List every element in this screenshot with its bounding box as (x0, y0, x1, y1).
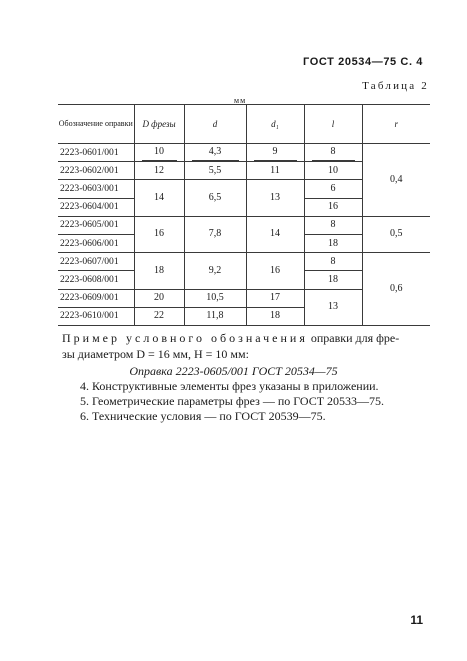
col-header-d-cutter: D фрезы (134, 105, 184, 144)
cell-d1: 9 (246, 144, 304, 162)
col-header-r: r (362, 105, 430, 144)
designation-paragraph (62, 330, 430, 362)
cell-l: 18 (304, 271, 362, 289)
cell-code: 2223-0608/001 (58, 271, 134, 289)
paragraph-line2: зы диаметром D = 16 мм, H = 10 мм: (62, 347, 249, 361)
cell-d1: 17 (246, 289, 304, 307)
cell-code: 2223-0601/001 (58, 144, 134, 162)
table-unit: мм (234, 96, 247, 105)
cell-d: 4,3 (184, 144, 246, 162)
col-header-code: Обозначение оправки (58, 105, 134, 144)
cell-l: 18 (304, 234, 362, 252)
cell-code: 2223-0610/001 (58, 307, 134, 325)
cell-d1: 16 (246, 253, 304, 289)
cell-code: 2223-0605/001 (58, 216, 134, 234)
cell-d: 11,8 (184, 307, 246, 325)
cell-d-cutter: 10 (134, 144, 184, 162)
cell-l: 16 (304, 198, 362, 216)
cell-d: 6,5 (184, 180, 246, 216)
cell-code: 2223-0607/001 (58, 253, 134, 271)
table-title: Таблица 2 (362, 80, 429, 92)
page-number: 11 (410, 613, 423, 627)
page-header: ГОСТ 20534—75 С. 4 (303, 56, 423, 68)
cell-l: 8 (304, 253, 362, 271)
item-6: 6. Технические условия — по ГОСТ 20539—75. (80, 409, 326, 423)
paragraph-rest: оправки для фре- (307, 331, 400, 345)
item-5: 5. Геометрические параметры фрез — по ГОСТ 20533—75. (80, 394, 385, 408)
cell-l: 10 (304, 162, 362, 180)
cell-d1: 14 (246, 216, 304, 252)
cell-d1: 13 (246, 180, 304, 216)
cell-r: 0,6 (362, 253, 430, 326)
cell-code: 2223-0606/001 (58, 234, 134, 252)
cell-l: 8 (304, 216, 362, 234)
cell-code: 2223-0604/001 (58, 198, 134, 216)
cell-d-cutter: 12 (134, 162, 184, 180)
cell-d: 5,5 (184, 162, 246, 180)
cell-code: 2223-0602/001 (58, 162, 134, 180)
cell-d: 10,5 (184, 289, 246, 307)
cell-l: 8 (304, 144, 362, 162)
cell-l: 13 (304, 289, 362, 325)
table-row (58, 144, 430, 162)
cell-d: 9,2 (184, 253, 246, 289)
table-row (58, 216, 430, 234)
item-4: 4. Конструктивные элементы фрез указаны в приложении. (80, 379, 379, 393)
cell-l: 6 (304, 180, 362, 198)
cell-d1: 18 (246, 307, 304, 325)
col-header-l: l (304, 105, 362, 144)
paragraph-lead: Пример условного обозначения (62, 331, 308, 345)
cell-d1: 11 (246, 162, 304, 180)
designation-example: Оправка 2223-0605/001 ГОСТ 20534—75 (129, 364, 338, 378)
cell-d: 7,8 (184, 216, 246, 252)
table-header-row (58, 105, 430, 144)
cell-d-cutter: 18 (134, 253, 184, 289)
cell-r: 0,4 (362, 144, 430, 217)
cell-code: 2223-0603/001 (58, 180, 134, 198)
cell-d-cutter: 22 (134, 307, 184, 325)
col-header-d: d (184, 105, 246, 144)
cell-d-cutter: 20 (134, 289, 184, 307)
cell-code: 2223-0609/001 (58, 289, 134, 307)
numbered-items (80, 379, 384, 424)
cell-d-cutter: 16 (134, 216, 184, 252)
table-row (58, 253, 430, 271)
cell-d-cutter: 14 (134, 180, 184, 216)
cell-r: 0,5 (362, 216, 430, 252)
col-header-d1: d₁ (246, 105, 304, 144)
mandrel-table (58, 104, 430, 326)
